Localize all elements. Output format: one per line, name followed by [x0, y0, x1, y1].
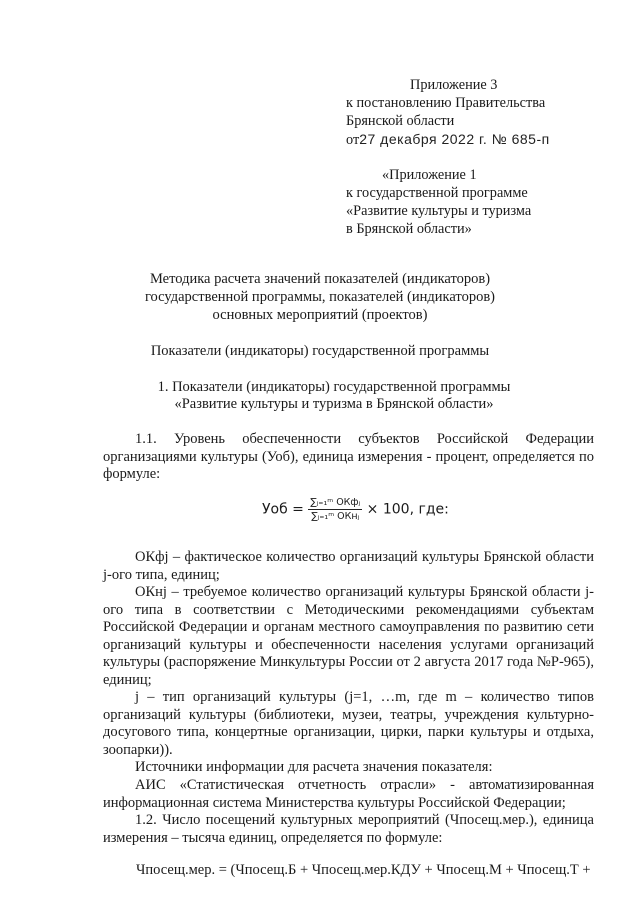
doc-title-line1: Методика расчета значений показателей (индикаторов) [149, 271, 491, 287]
definition-okn: ОКнj – требуемое количество организаций культуры Брянской области j-ого типа в соответствии с Методическими рекомендациями субъектам Российской Федерации и органам местного самоуправления по развитию сети организаций культуры и обеспеченности населения услугами организаций культуры (распоряжение Минкультуры России от 2 августа 2017 года №Р-965), единиц; [103, 584, 594, 688]
appendix1-title: «Приложение 1 [382, 167, 477, 183]
appendix3-title: Приложение 3 [410, 77, 498, 93]
appendix1-line4: в Брянской области» [346, 221, 472, 237]
section-subtitle: Показатели (индикаторы) государственной программы [150, 343, 490, 359]
appendix3-line2: к постановлению Правительства [346, 95, 546, 111]
formula-uob-rhs: × 100, где: [366, 501, 449, 518]
appendix3-date-line [346, 130, 550, 150]
formula-uob-lhs: Уоб = [262, 501, 304, 518]
appendix3-date-prefix: от [346, 132, 360, 148]
sources-label: Источники информации для расчета значения показателя: [135, 759, 493, 775]
sources-text: АИС «Статистическая отчетность отрасли» - автоматизированная информационная система Министерства культуры Российской Федерации; [103, 777, 594, 811]
doc-title-line2: государственной программы, показателей (индикаторов) [144, 289, 496, 305]
paragraph-1-2: 1.2. Число посещений культурных мероприятий (Чпосещ.мер.), единица измерения – тысяча единиц, определяется по формуле: [103, 812, 594, 846]
formula-uob-numerator: ∑ⱼ₌₁ᵐ ОКфⱼ [310, 497, 361, 508]
definition-okf: ОКфj – фактическое количество организаций культуры Брянской области j-ого типа, единиц; [103, 549, 594, 583]
appendix1-line3: «Развитие культуры и туризма [346, 203, 532, 219]
appendix3-line3: Брянской области [346, 113, 455, 129]
section1-heading-line2: «Развитие культуры и туризма в Брянской области» [174, 396, 494, 412]
definition-j: j – тип организаций культуры (j=1, …m, где m – количество типов организаций культуры (библиотеки, музеи, театры, учреждения культурно-досугового типа, концертные организации, цирки, парки культуры и отдыха, зоопарки)). [103, 689, 594, 758]
formula-uob-denominator: ∑ⱼ₌₁ᵐ ОКнⱼ [311, 511, 360, 522]
handwritten-date-number: 27 декабря 2022 г. № 685-п [359, 131, 550, 147]
paragraph-1-1: 1.1. Уровень обеспеченности субъектов Российской Федерации организациями культуры (Уоб), единица измерения - процент, определяется по формуле: [103, 431, 594, 483]
appendix1-line2: к государственной программе [346, 185, 528, 201]
section1-heading-line1: 1. Показатели (индикаторы) государственной программы [157, 379, 511, 395]
formula-chposesh: Чпосещ.мер. = (Чпосещ.Б + Чпосещ.мер.КДУ + Чпосещ.М + Чпосещ.Т + [136, 862, 591, 878]
formula-uob [262, 497, 449, 522]
formula-uob-fraction [308, 497, 362, 522]
doc-title-line3: основных мероприятий (проектов) [212, 307, 428, 323]
